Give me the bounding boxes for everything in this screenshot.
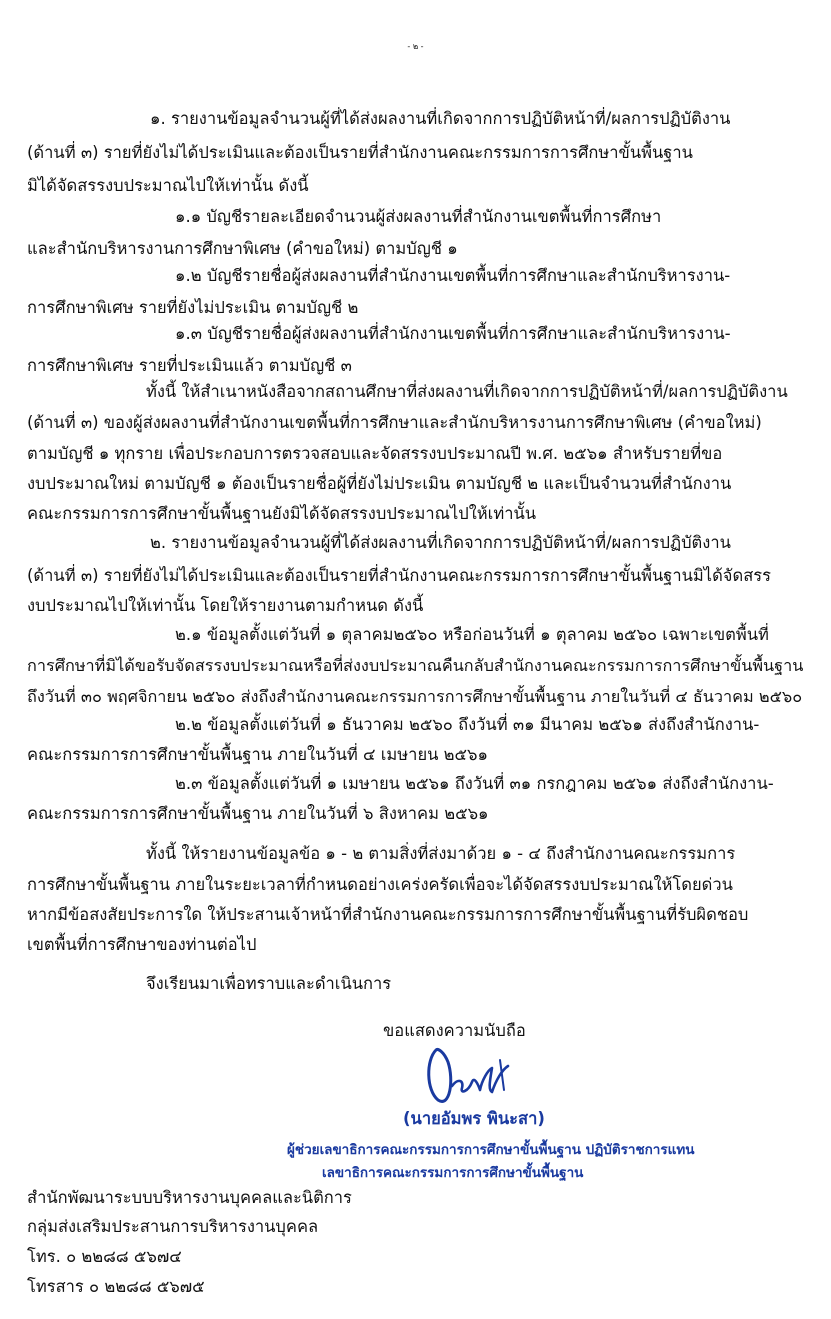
section-2-line-1: ๒. รายงานข้อมูลจำนวนผู้ที่ได้ส่งผลงานที่เกิดจากการปฏิบัติหน้าที่/ผลการปฏิบัติงาน — [150, 533, 731, 552]
closing-line-1: ทั้งนี้ ให้รายงานข้อมูลข้อ ๑ - ๒ ตามสิ่งที่ส่งมาด้วย ๑ - ๔ ถึงสำนักงานคณะกรรมการ — [146, 844, 736, 863]
section-2-line-3: งบประมาณไปให้เท่านั้น โดยให้รายงานตามกำหนด ดังนี้ — [27, 596, 424, 615]
section-1-line-1: ๑. รายงานข้อมูลจำนวนผู้ที่ได้ส่งผลงานที่เกิดจากการปฏิบัติหน้าที่/ผลการปฏิบัติงาน — [150, 109, 731, 128]
closing-line-3: หากมีข้อสงสัยประการใด ให้ประสานเจ้าหน้าที่สำนักงานคณะกรรมการการศึกษาขั้นพื้นฐานที่รับผิดชอบ — [27, 905, 749, 924]
signatory-name: (นายอัมพร พินะสา) — [403, 1109, 545, 1128]
item-2-1-line-1: ๒.๑ ข้อมูลตั้งแต่วันที่ ๑ ตุลาคม๒๕๖๐ หรือก่อนวันที่ ๑ ตุลาคม ๒๕๖๐ เฉพาะเขตพื้นที่ — [175, 625, 769, 644]
item-1-1-line-1: ๑.๑ บัญชีรายละเอียดจำนวนผู้ส่งผลงานที่สำนักงานเขตพื้นที่การศึกษา — [175, 207, 662, 226]
note-line-1: ทั้งนี้ ให้สำเนาหนังสือจากสถานศึกษาที่ส่งผลงานที่เกิดจากการปฏิบัติหน้าที่/ผลการปฏิบัติงาน — [146, 382, 788, 401]
closing-line-2: การศึกษาขั้นพื้นฐาน ภายในระยะเวลาที่กำหนดอย่างเคร่งครัดเพื่อจะได้จัดสรรงบประมาณให้โดยด่วน — [27, 875, 733, 894]
item-1-3-line-2: การศึกษาพิเศษ รายที่ประเมินแล้ว ตามบัญชี ๓ — [27, 356, 352, 375]
item-1-1-line-2: และสำนักบริหารงานการศึกษาพิเศษ (คำขอใหม่) ตามบัญชี ๑ — [27, 239, 458, 258]
closing-request: จึงเรียนมาเพื่อทราบและดำเนินการ — [146, 974, 392, 993]
signatory-title-line-1: ผู้ช่วยเลขาธิการคณะกรรมการการศึกษาขั้นพื้นฐาน ปฏิบัติราชการแทน — [287, 1142, 695, 1158]
footer-phone: โทร. ๐ ๒๒๘๘ ๕๖๗๔ — [27, 1247, 182, 1266]
footer-group: กลุ่มส่งเสริมประสานการบริหารงานบุคคล — [27, 1217, 319, 1236]
note-line-3: ตามบัญชี ๑ ทุกราย เพื่อประกอบการตรวจสอบและจัดสรรงบประมาณปี พ.ศ. ๒๕๖๑ สำหรับรายที่ขอ — [27, 444, 723, 463]
handwritten-signature — [422, 1040, 532, 1110]
item-2-3-line-2: คณะกรรมการการศึกษาขั้นพื้นฐาน ภายในวันที่ ๖ สิงหาคม ๒๕๖๑ — [27, 804, 489, 823]
item-2-2-line-2: คณะกรรมการการศึกษาขั้นพื้นฐาน ภายในวันที่ ๔ เมษายน ๒๕๖๑ — [27, 745, 488, 764]
signatory-title-line-2: เลขาธิการคณะกรรมการการศึกษาขั้นพื้นฐาน — [322, 1165, 584, 1181]
closing-line-4: เขตพื้นที่การศึกษาของท่านต่อไป — [27, 935, 257, 954]
section-2-line-2: (ด้านที่ ๓) รายที่ยังไม่ได้ประเมินและต้องเป็นรายที่สำนักงานคณะกรรมการการศึกษาขั้นพื้นฐานมิได้จัดสรร — [27, 566, 771, 585]
item-1-2-line-1: ๑.๒ บัญชีรายชื่อผู้ส่งผลงานที่สำนักงานเขตพื้นที่การศึกษาและสำนักบริหารงาน- — [175, 266, 731, 285]
item-1-3-line-1: ๑.๓ บัญชีรายชื่อผู้ส่งผลงานที่สำนักงานเขตพื้นที่การศึกษาและสำนักบริหารงาน- — [175, 324, 731, 343]
item-2-2-line-1: ๒.๒ ข้อมูลตั้งแต่วันที่ ๑ ธันวาคม ๒๕๖๐ ถึงวันที่ ๓๑ มีนาคม ๒๕๖๑ ส่งถึงสำนักงาน- — [175, 715, 760, 734]
section-1-line-3: มิได้จัดสรรงบประมาณไปให้เท่านั้น ดังนี้ — [27, 176, 309, 195]
note-line-5: คณะกรรมการการศึกษาขั้นพื้นฐานยังมิได้จัดสรรงบประมาณไปให้เท่านั้น — [27, 504, 537, 523]
note-line-4: งบประมาณใหม่ ตามบัญชี ๑ ต้องเป็นรายชื่อผู้ที่ยังไม่ประเมิน ตามบัญชี ๒ และเป็นจำนวนที่สำนักงาน — [27, 474, 732, 493]
footer-fax: โทรสาร ๐ ๒๒๘๘ ๕๖๗๕ — [27, 1277, 205, 1296]
item-2-3-line-1: ๒.๓ ข้อมูลตั้งแต่วันที่ ๑ เมษายน ๒๕๖๑ ถึงวันที่ ๓๑ กรกฎาคม ๒๕๖๑ ส่งถึงสำนักงาน- — [175, 774, 774, 793]
note-line-2: (ด้านที่ ๓) ของผู้ส่งผลงานที่สำนักงานเขตพื้นที่การศึกษาและสำนักบริหารงานการศึกษาพิเศษ (คำขอใหม่) — [27, 413, 762, 432]
closing-regards: ขอแสดงความนับถือ — [383, 1021, 526, 1040]
item-2-1-line-2: การศึกษาที่มิได้ขอรับจัดสรรงบประมาณหรือที่ส่งงบประมาณคืนกลับสำนักงานคณะกรรมการการศึกษาขั้นพื้นฐาน — [27, 656, 804, 675]
page-number: - ๒ - — [407, 42, 424, 51]
footer-office: สำนักพัฒนาระบบบริหารงานบุคคลและนิติการ — [27, 1188, 352, 1207]
section-1-line-2: (ด้านที่ ๓) รายที่ยังไม่ได้ประเมินและต้องเป็นรายที่สำนักงานคณะกรรมการการศึกษาขั้นพื้นฐาน — [27, 143, 693, 162]
item-1-2-line-2: การศึกษาพิเศษ รายที่ยังไม่ประเมิน ตามบัญชี ๒ — [27, 298, 359, 317]
item-2-1-line-3: ถึงวันที่ ๓๐ พฤศจิกายน ๒๕๖๐ ส่งถึงสำนักงานคณะกรรมการการศึกษาขั้นพื้นฐาน ภายในวันที่ ๔ ธันวาคม ๒๕๖๐ — [27, 687, 803, 706]
